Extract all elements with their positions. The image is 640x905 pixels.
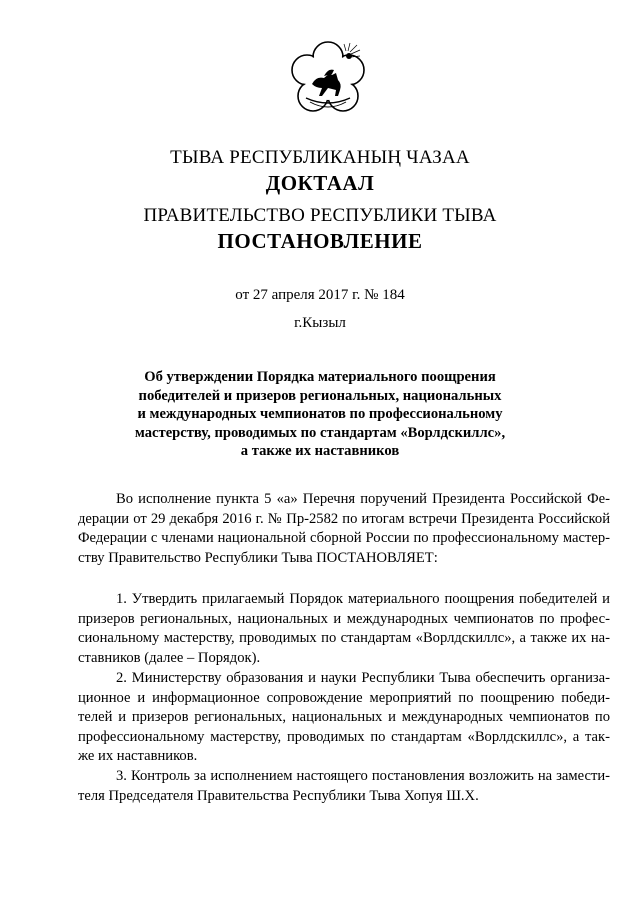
tuva-document-type: ДОКТААЛ	[265, 171, 375, 195]
text-line: ству Правительство Республики Тыва ПОСТАНОВЛЯЕТ:	[78, 549, 438, 566]
text-line: телей и призеров региональных, национальных и международных чемпионатов по	[78, 709, 610, 726]
subject-line: Об утверждении Порядка материального поощрения	[144, 369, 496, 385]
item-2-paragraph	[78, 669, 610, 767]
preamble-paragraph	[78, 490, 610, 568]
subject-line: мастерству, проводимых по стандартам «Ворлдскиллс»,	[134, 424, 506, 441]
subject-line: а также их наставников	[240, 443, 400, 459]
subject-line: и международных чемпионатов по профессиональному	[137, 406, 503, 422]
text-line: призеров региональных, национальных и международных чемпионатов по профес-	[78, 610, 610, 627]
tuva-coat-of-arms-icon	[288, 40, 368, 120]
text-line: 2. Министерству образования и науки Республики Тыва обеспечить организа-	[116, 670, 610, 686]
text-line: ставников (далее – Порядок).	[78, 649, 261, 666]
item-1-paragraph	[78, 590, 610, 668]
document-city: г.Кызыл	[294, 315, 346, 331]
text-line: 1. Утвердить прилагаемый Порядок материального поощрения победителей и	[116, 591, 610, 607]
text-line: ционное и информационное сопровождение мероприятий по поощрению победи-	[78, 689, 610, 706]
text-line: теля Председателя Правительства Республики Тыва Хопуя Ш.Х.	[78, 787, 479, 804]
document-date: от 27 апреля 2017 г. № 184	[235, 287, 405, 303]
text-line: Федерации с членами национальной сборной России по профессиональному мастер-	[78, 530, 610, 547]
subject-line: победителей и призеров региональных, национальных	[138, 387, 502, 404]
document-subject	[100, 368, 540, 461]
text-line: Во исполнение пункта 5 «а» Перечня поручений Президента Российской Фе-	[116, 491, 610, 507]
text-line: же их наставников.	[78, 748, 198, 765]
item-3-paragraph	[78, 767, 610, 806]
ru-document-type: ПОСТАНОВЛЕНИЕ	[217, 229, 423, 253]
text-line: профессиональному мастерству, проводимых по стандартам «Ворлдскиллс», а так-	[78, 728, 610, 745]
ru-government-title: ПРАВИТЕЛЬСТВО РЕСПУБЛИКИ ТЫВА	[143, 205, 497, 226]
text-line: сиональному мастерству, проводимых по стандартам «Ворлдскиллс», а также их на-	[78, 630, 610, 647]
text-line: 3. Контроль за исполнением настоящего постановления возложить на замести-	[116, 768, 610, 784]
tuva-government-title: ТЫВА РЕСПУБЛИКАНЫҢ ЧАЗАА	[170, 147, 470, 168]
text-line: дерации от 29 декабря 2016 г. № Пр-2582 по итогам встречи Президента Российской	[78, 510, 610, 527]
